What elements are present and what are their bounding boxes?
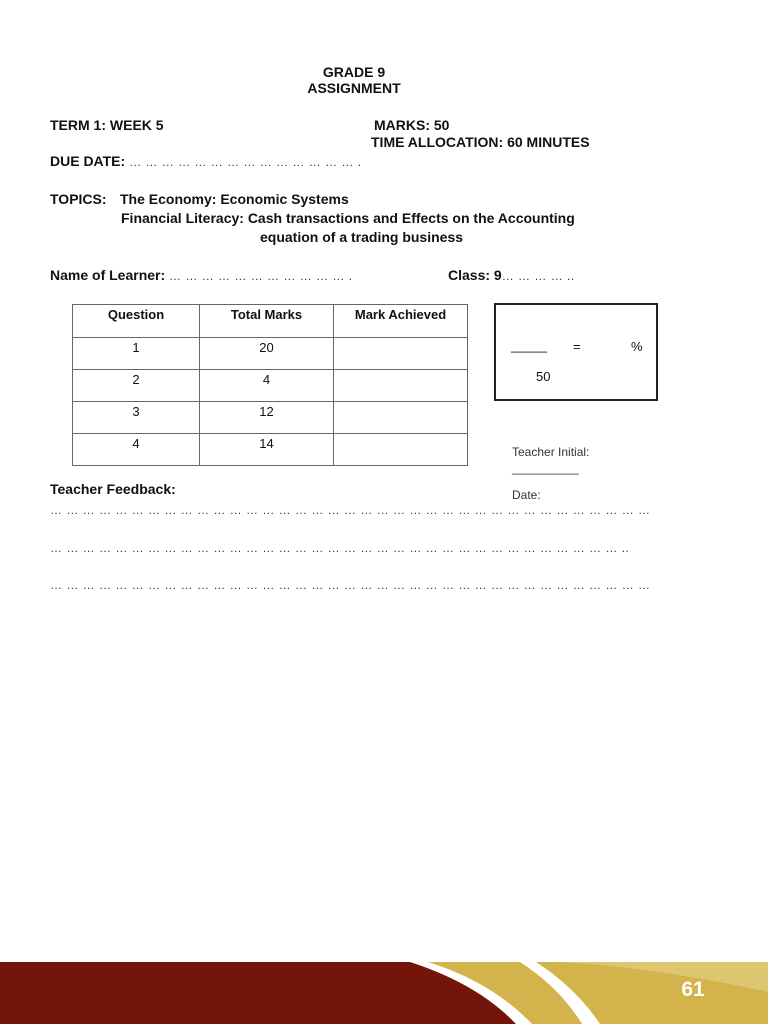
table-header-row bbox=[73, 305, 468, 338]
assignment-heading: ASSIGNMENT bbox=[307, 80, 401, 96]
score-percent: % bbox=[631, 339, 643, 354]
mark-achieved-cell[interactable] bbox=[334, 338, 468, 370]
page-number: 61 bbox=[681, 978, 705, 1001]
mark-achieved-cell[interactable] bbox=[334, 370, 468, 402]
teacher-initial-line: __________ bbox=[512, 461, 579, 475]
date-label: Date: bbox=[512, 488, 541, 502]
due-date-label: DUE DATE: bbox=[50, 153, 126, 169]
header-question: Question bbox=[73, 305, 200, 338]
table-row bbox=[73, 402, 468, 434]
question-cell: 2 bbox=[73, 370, 200, 402]
feedback-line: … … … … … … … … … … … … … … … … … … … … … … … … … … … … … … … … … … … … … bbox=[50, 578, 651, 592]
learner-name-blank: … … … … … … … … … … … . bbox=[169, 269, 353, 283]
due-date-blank: … … … … … … … … … … … … … … . bbox=[129, 155, 362, 169]
mark-achieved-cell[interactable] bbox=[334, 434, 468, 466]
table-row bbox=[73, 338, 468, 370]
score-denominator: 50 bbox=[536, 369, 551, 384]
table-row bbox=[73, 370, 468, 402]
total-marks-cell: 4 bbox=[200, 370, 334, 402]
footer-banner bbox=[0, 962, 768, 1024]
score-box bbox=[494, 303, 658, 401]
mark-achieved-cell[interactable] bbox=[334, 402, 468, 434]
score-equals: = bbox=[573, 339, 581, 354]
term-week: TERM 1: WEEK 5 bbox=[50, 117, 164, 133]
time-allocation: TIME ALLOCATION: 60 MINUTES bbox=[371, 134, 590, 150]
class-label: Class: 9 bbox=[448, 267, 502, 283]
class-blank: … … … … .. bbox=[501, 269, 575, 283]
feedback-line: … … … … … … … … … … … … … … … … … … … … … … … … … … … … … … … … … … … .. bbox=[50, 541, 630, 555]
question-cell: 3 bbox=[73, 402, 200, 434]
learner-name-label: Name of Learner: bbox=[50, 267, 166, 283]
table-row bbox=[73, 434, 468, 466]
header-mark-achieved: Mark Achieved bbox=[334, 305, 468, 338]
topic-financial-literacy: Financial Literacy: Cash transactions and Effects on the Accounting bbox=[121, 210, 575, 226]
topic-economy: The Economy: Economic Systems bbox=[120, 191, 349, 207]
feedback-line: … … … … … … … … … … … … … … … … … … … … … … … … … … … … … … … … … … … … … bbox=[50, 503, 651, 517]
learner-name bbox=[50, 267, 353, 283]
score-numerator-line: _____ bbox=[511, 338, 548, 353]
question-cell: 1 bbox=[73, 338, 200, 370]
header-total-marks: Total Marks bbox=[200, 305, 334, 338]
teacher-feedback-label: Teacher Feedback: bbox=[50, 481, 176, 497]
total-marks-cell: 14 bbox=[200, 434, 334, 466]
marks-table bbox=[72, 304, 468, 466]
topics-label: TOPICS: bbox=[50, 191, 107, 207]
class-field bbox=[448, 267, 575, 283]
teacher-initial-label: Teacher Initial: bbox=[512, 445, 590, 459]
due-date bbox=[50, 153, 362, 169]
total-marks-cell: 12 bbox=[200, 402, 334, 434]
total-marks-cell: 20 bbox=[200, 338, 334, 370]
topic-financial-literacy-cont: equation of a trading business bbox=[260, 229, 464, 245]
grade-heading: GRADE 9 bbox=[322, 64, 386, 80]
marks-total: MARKS: 50 bbox=[374, 117, 450, 133]
question-cell: 4 bbox=[73, 434, 200, 466]
